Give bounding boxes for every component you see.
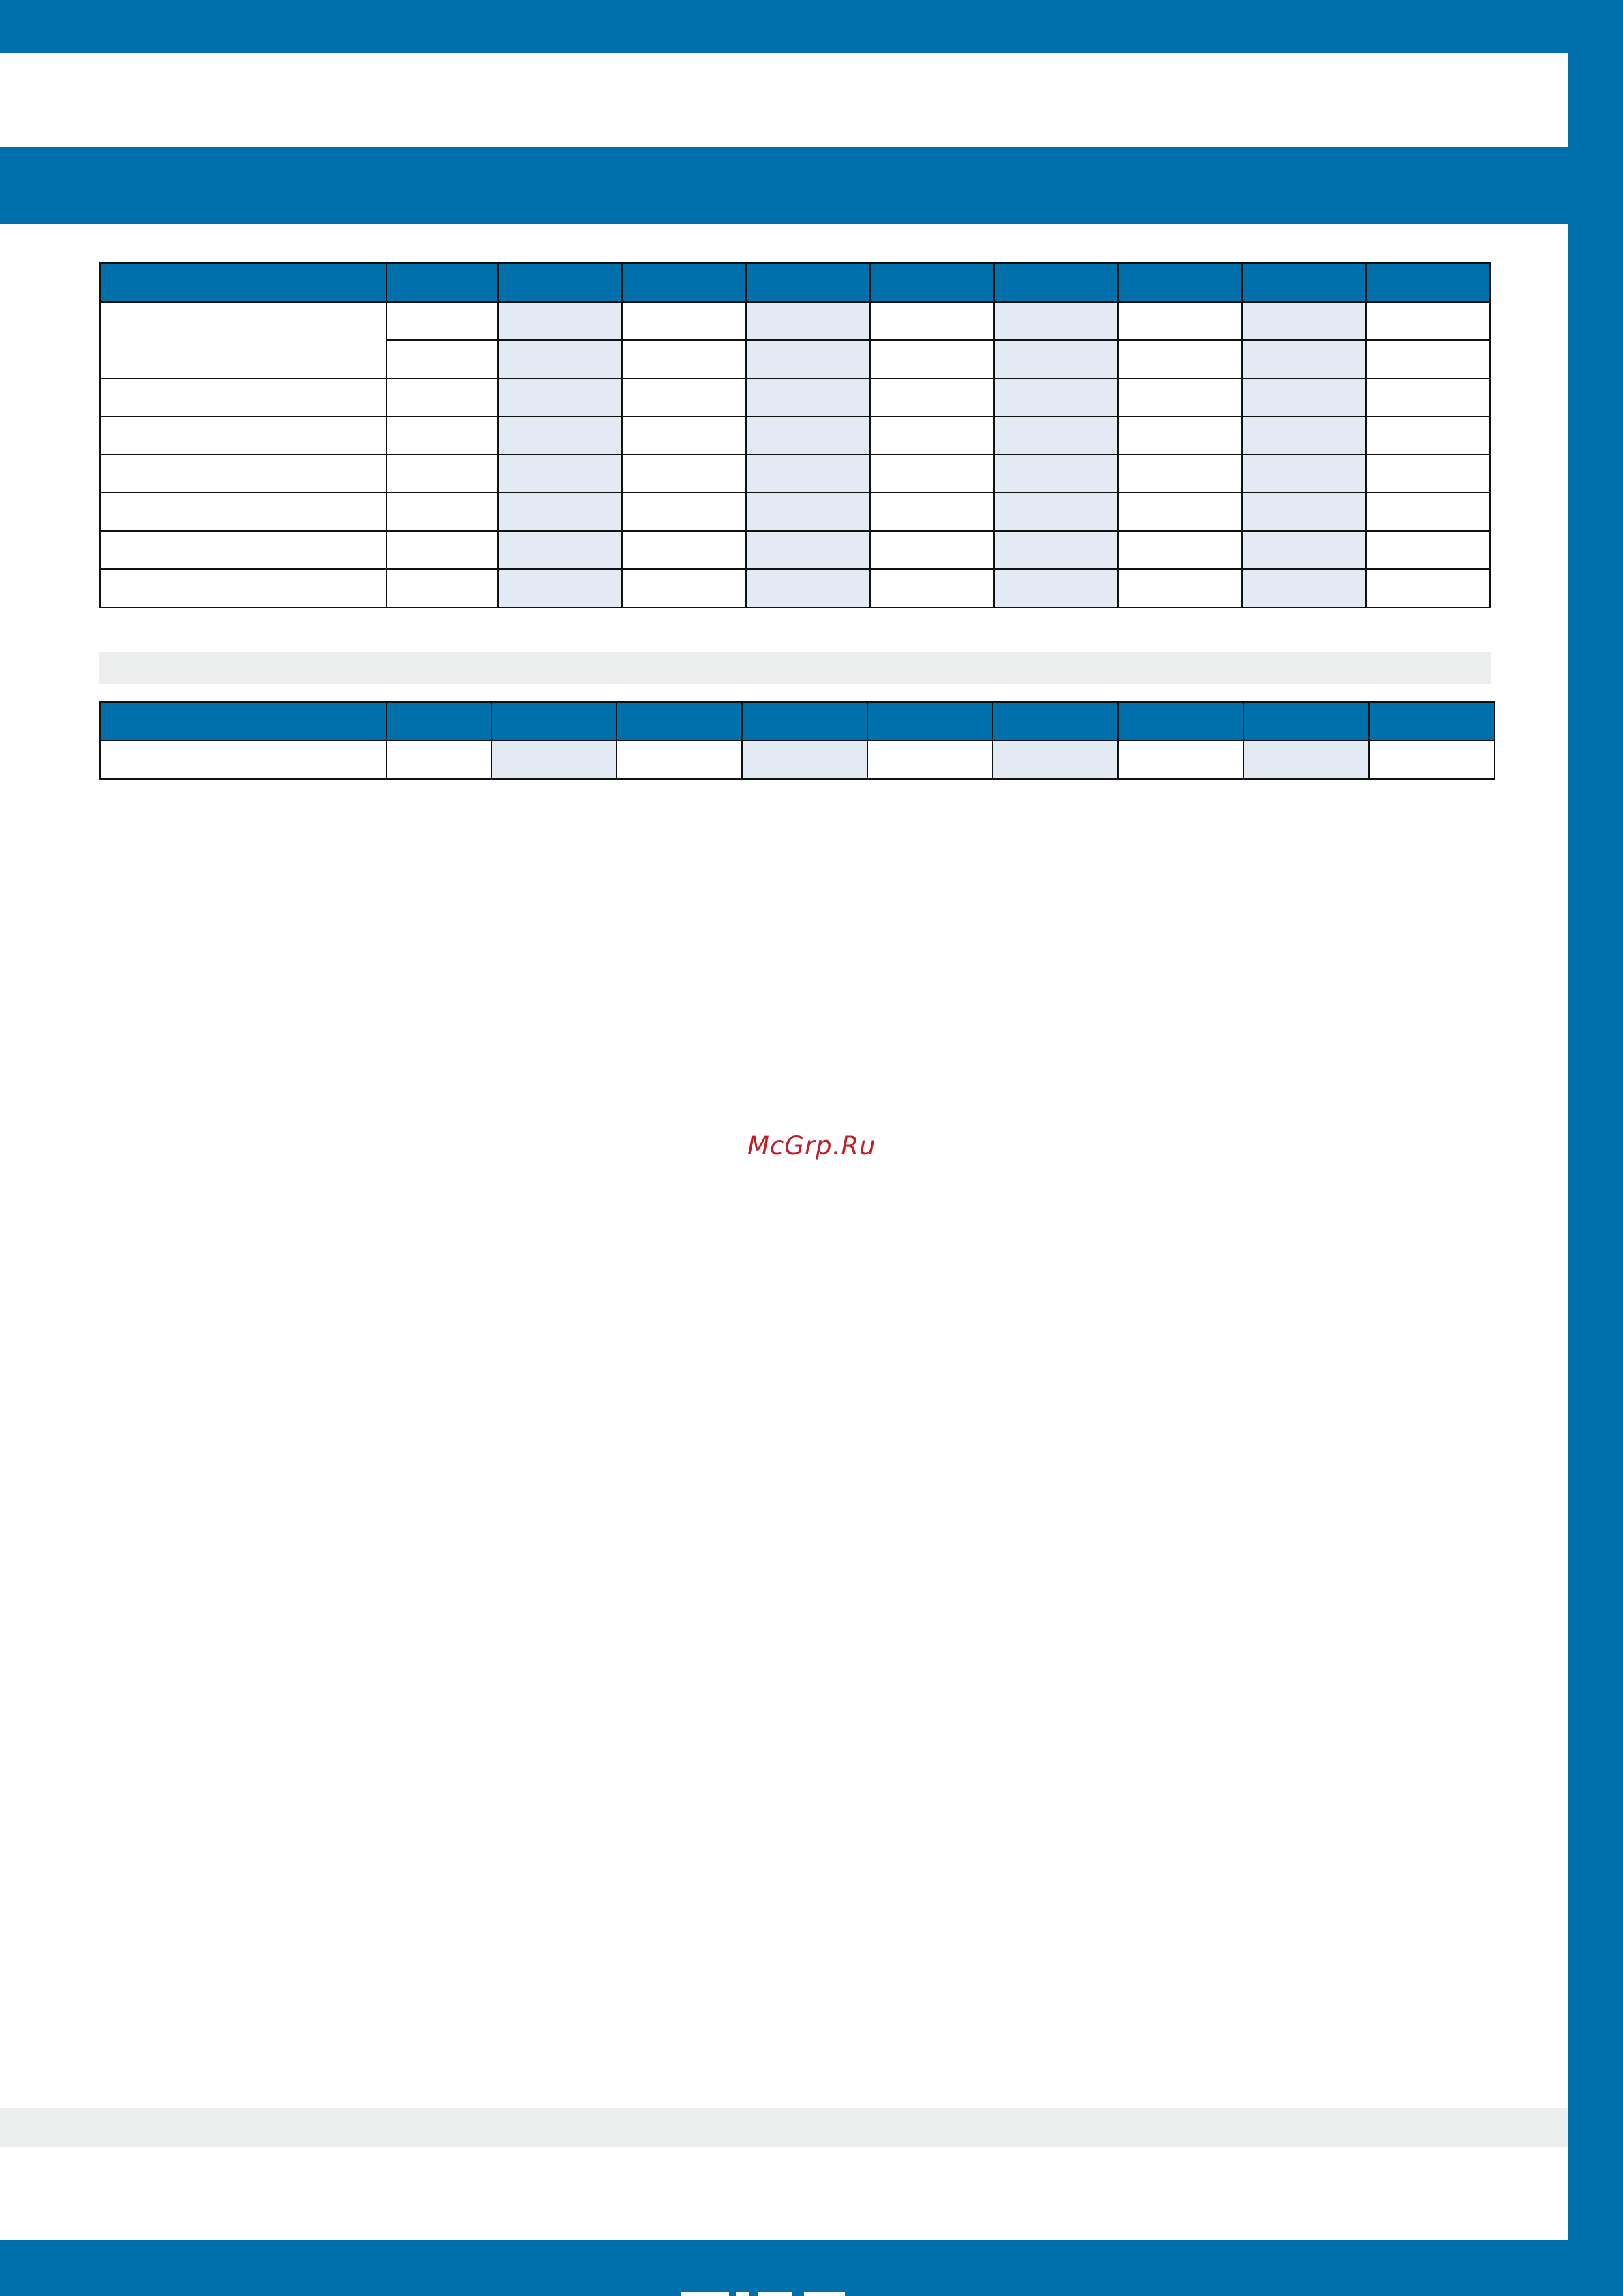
- table-row: [100, 569, 1490, 607]
- row-label-cell: [100, 455, 386, 493]
- table-cell: [1366, 531, 1490, 569]
- table-cell: [742, 741, 867, 779]
- table-cell: [498, 569, 622, 607]
- table-cell: [622, 416, 746, 455]
- table-cell: [498, 302, 622, 340]
- table-cell: [993, 741, 1118, 779]
- table-cell: [870, 340, 994, 378]
- table-cell: [1118, 378, 1242, 416]
- row-label-cell: [100, 569, 386, 607]
- table-cell: [1243, 741, 1369, 779]
- header-cell: [993, 702, 1118, 741]
- table-cell: [994, 340, 1118, 378]
- table-cell: [622, 455, 746, 493]
- header-cell: [100, 263, 386, 302]
- table-row: [100, 455, 1490, 493]
- table-cell: [622, 493, 746, 531]
- page-frame-bottom: [0, 2240, 1623, 2296]
- table-cell: [994, 531, 1118, 569]
- spec-table-2: [99, 701, 1495, 780]
- table-cell: [1242, 531, 1366, 569]
- header-cell: [1369, 702, 1494, 741]
- table-cell: [1118, 569, 1242, 607]
- table-cell: [746, 378, 870, 416]
- table-cell: [994, 569, 1118, 607]
- header-cell: [1242, 263, 1366, 302]
- table-cell: [746, 455, 870, 493]
- table-cell: [622, 340, 746, 378]
- watermark-text: McGrp.Ru: [747, 1131, 876, 1161]
- table-cell: [870, 493, 994, 531]
- table-cell: [622, 378, 746, 416]
- table-cell: [1366, 569, 1490, 607]
- table-cell: [994, 455, 1118, 493]
- header-cell: [1118, 702, 1243, 741]
- page-frame-right: [1568, 0, 1623, 2296]
- header-cell: [617, 702, 742, 741]
- table-cell: [994, 493, 1118, 531]
- table-cell: [491, 741, 617, 779]
- header-cell: [746, 263, 870, 302]
- table-cell: [994, 416, 1118, 455]
- table-cell: [994, 378, 1118, 416]
- header-cell: [1118, 263, 1242, 302]
- spec-table-1: [99, 262, 1491, 608]
- table-cell: [746, 416, 870, 455]
- table-cell: [617, 741, 742, 779]
- row-label-cell: [100, 302, 386, 378]
- page-frame-top: [0, 0, 1623, 53]
- table-cell: [498, 531, 622, 569]
- table-cell: [498, 340, 622, 378]
- table-row: [100, 741, 1494, 779]
- table-cell: [1366, 302, 1490, 340]
- header-cell: [742, 702, 867, 741]
- table-cell: [386, 378, 498, 416]
- table-cell: [1118, 340, 1242, 378]
- footer-band: [0, 2108, 1568, 2147]
- table-cell: [1366, 493, 1490, 531]
- table-cell: [1366, 340, 1490, 378]
- table-cell: [1118, 493, 1242, 531]
- bottom-edge-mark: [681, 2292, 845, 2296]
- table-cell: [1242, 493, 1366, 531]
- header-cell: [622, 263, 746, 302]
- table-cell: [1242, 416, 1366, 455]
- row-label-cell: [100, 416, 386, 455]
- table-cell: [386, 741, 491, 779]
- table-cell: [498, 378, 622, 416]
- table-cell: [1242, 378, 1366, 416]
- row-label-cell: [100, 741, 386, 779]
- table-cell: [386, 340, 498, 378]
- header-cell: [100, 702, 386, 741]
- table-cell: [746, 569, 870, 607]
- header-cell: [491, 702, 617, 741]
- table-cell: [386, 455, 498, 493]
- header-cell: [386, 263, 498, 302]
- table-row: [100, 302, 1490, 340]
- row-label-cell: [100, 378, 386, 416]
- table-cell: [1366, 378, 1490, 416]
- header-cell: [867, 702, 993, 741]
- table-cell: [386, 416, 498, 455]
- table-cell: [870, 531, 994, 569]
- table-cell: [622, 569, 746, 607]
- table-cell: [1242, 569, 1366, 607]
- table-cell: [1242, 302, 1366, 340]
- section-band: [99, 652, 1491, 684]
- table-cell: [622, 531, 746, 569]
- table-cell: [870, 569, 994, 607]
- table-cell: [386, 531, 498, 569]
- table-row: [100, 493, 1490, 531]
- table-cell: [1118, 455, 1242, 493]
- header-band: [0, 147, 1623, 224]
- table-cell: [1118, 416, 1242, 455]
- row-label-cell: [100, 493, 386, 531]
- table-cell: [1366, 455, 1490, 493]
- table-cell: [746, 493, 870, 531]
- table-header-row: [100, 263, 1490, 302]
- table-cell: [1242, 340, 1366, 378]
- row-label-cell: [100, 531, 386, 569]
- table-cell: [746, 302, 870, 340]
- table-cell: [867, 741, 993, 779]
- header-cell: [1243, 702, 1369, 741]
- table-cell: [498, 416, 622, 455]
- table-cell: [1242, 455, 1366, 493]
- table-cell: [870, 378, 994, 416]
- table-cell: [1118, 531, 1242, 569]
- header-cell: [1366, 263, 1490, 302]
- table-row: [100, 416, 1490, 455]
- table-cell: [994, 302, 1118, 340]
- table-cell: [498, 493, 622, 531]
- table-header-row: [100, 702, 1494, 741]
- header-cell: [498, 263, 622, 302]
- table-cell: [746, 340, 870, 378]
- table-cell: [870, 455, 994, 493]
- table-cell: [386, 493, 498, 531]
- table-cell: [1118, 741, 1243, 779]
- table-cell: [1366, 416, 1490, 455]
- table-cell: [386, 302, 498, 340]
- header-cell: [386, 702, 491, 741]
- table-cell: [386, 569, 498, 607]
- table-cell: [870, 416, 994, 455]
- header-cell: [870, 263, 994, 302]
- header-cell: [994, 263, 1118, 302]
- table-row: [100, 531, 1490, 569]
- table-cell: [870, 302, 994, 340]
- table-cell: [1369, 741, 1494, 779]
- table-cell: [498, 455, 622, 493]
- table-cell: [1118, 302, 1242, 340]
- table-row: [100, 378, 1490, 416]
- table-cell: [622, 302, 746, 340]
- table-cell: [746, 531, 870, 569]
